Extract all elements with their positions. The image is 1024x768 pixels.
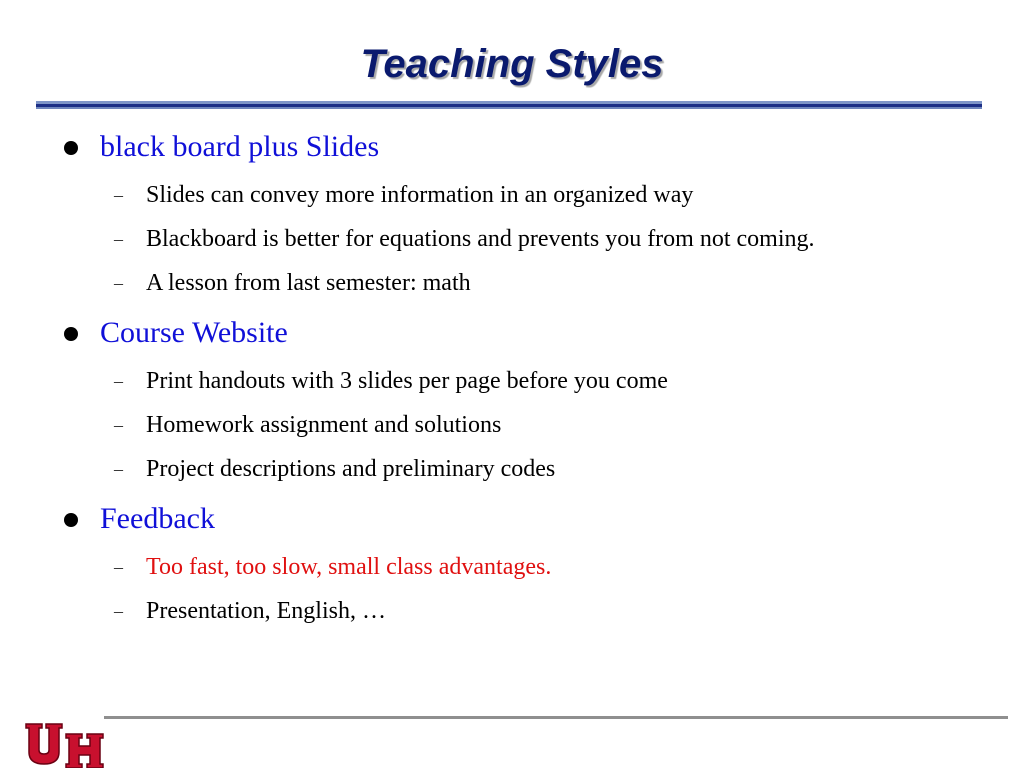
- sub-bullet-item: [0, 410, 1024, 442]
- sub-bullet-text: Presentation, English, …: [146, 598, 386, 624]
- sub-bullet-text: Blackboard is better for equations and prevents you from not coming.: [146, 226, 815, 252]
- bullet-dot-icon: [64, 141, 78, 155]
- sub-bullet-text: Print handouts with 3 slides per page before you come: [146, 368, 668, 394]
- dash-icon: –: [114, 601, 123, 621]
- dash-icon: –: [114, 557, 123, 577]
- bullet-item: [0, 315, 1024, 355]
- sub-bullet-item: [0, 552, 1024, 584]
- bullet-label: Feedback: [100, 502, 215, 535]
- sub-bullet-item: [0, 268, 1024, 300]
- dash-icon: –: [114, 229, 123, 249]
- sub-bullet-item: [0, 224, 1024, 256]
- dash-icon: –: [114, 185, 123, 205]
- sub-bullet-text: Slides can convey more information in an organized way: [146, 182, 694, 208]
- sub-bullet-text: A lesson from last semester: math: [146, 270, 471, 296]
- sub-bullet-text: Homework assignment and solutions: [146, 412, 502, 438]
- bullet-item: [0, 129, 1024, 169]
- bullet-label: black board plus Slides: [100, 130, 380, 163]
- bullet-label: Course Website: [100, 316, 288, 349]
- sub-bullet-item: [0, 366, 1024, 398]
- footer-divider: [104, 716, 1008, 719]
- bullet-item: [0, 501, 1024, 541]
- bullet-dot-icon: [64, 513, 78, 527]
- sub-bullet-text: Project descriptions and preliminary codes: [146, 456, 556, 482]
- sub-bullet-item: [0, 180, 1024, 212]
- slide-title: Teaching Styles: [360, 42, 664, 86]
- sub-bullet-item: [0, 596, 1024, 628]
- dash-icon: –: [114, 273, 123, 293]
- dash-icon: –: [114, 459, 123, 479]
- bullet-dot-icon: [64, 327, 78, 341]
- dash-icon: –: [114, 371, 123, 391]
- university-logo-icon: [24, 712, 104, 768]
- sub-bullet-text-highlight: Too fast, too slow, small class advantages.: [146, 554, 552, 580]
- dash-icon: –: [114, 415, 123, 435]
- sub-bullet-item: [0, 454, 1024, 486]
